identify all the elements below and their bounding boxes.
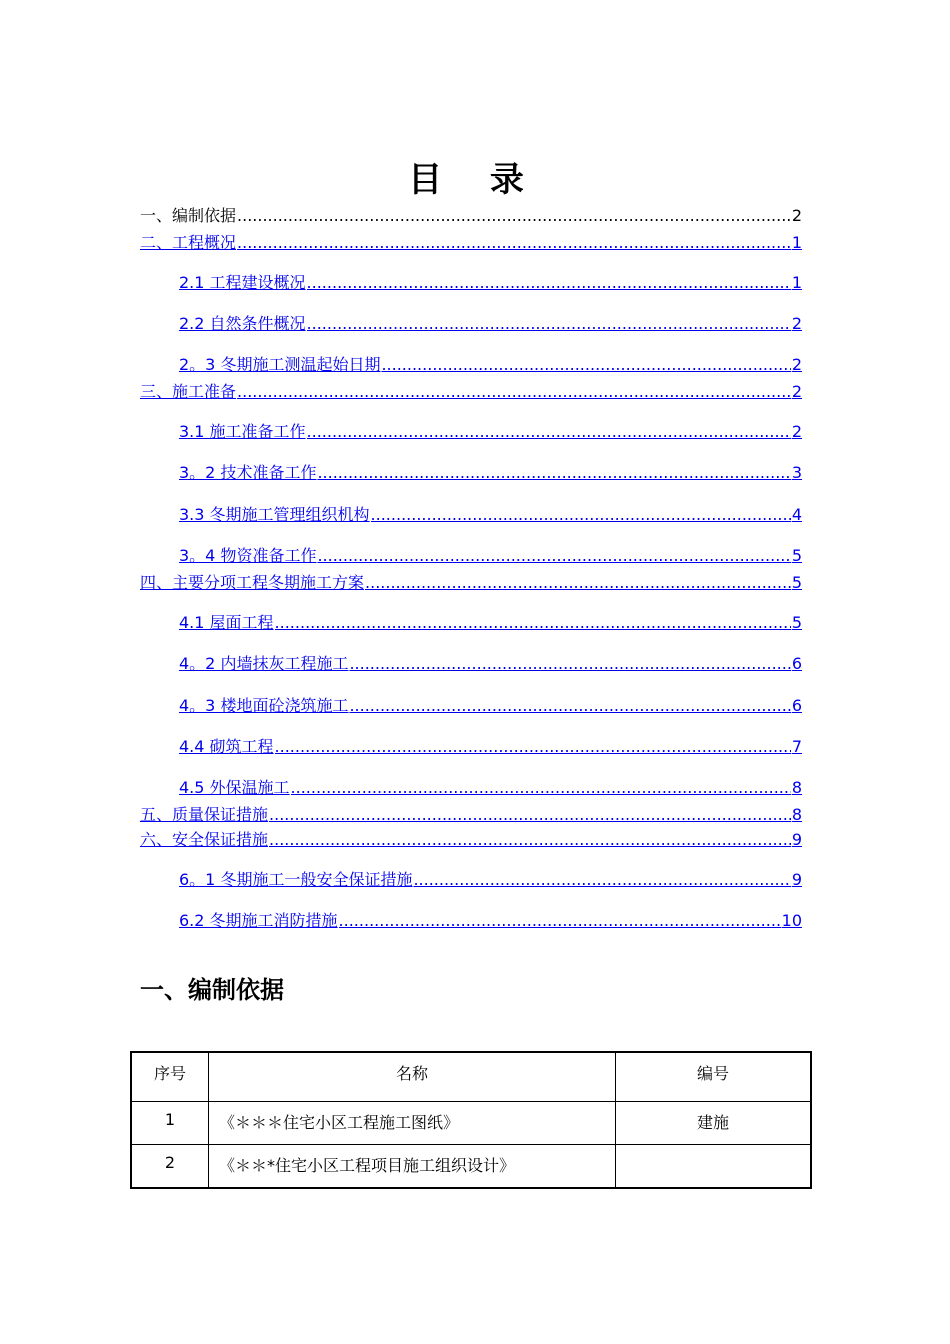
toc-page-number: 1 [791, 273, 802, 292]
toc-entry-3-1[interactable] [179, 422, 802, 442]
toc-entry-label: 六、安全保证措施 [140, 830, 269, 849]
cell-index: 2 [131, 1145, 209, 1189]
toc-page-number: 2 [791, 422, 802, 441]
toc-leader-dots [307, 422, 791, 442]
toc-entry-label: 3。4 物资准备工作 [179, 546, 317, 565]
toc-page-number: 5 [791, 613, 802, 632]
toc-title: 目 录 [408, 160, 542, 200]
toc-leader-dots [317, 463, 790, 483]
cell-name: 《＊＊*住宅小区工程项目施工组织设计》 [209, 1145, 616, 1189]
toc-entry-2-1[interactable] [179, 273, 802, 293]
toc-entry-project-overview[interactable] [140, 233, 802, 253]
toc-entry-label: 4。2 内墙抹灰工程施工 [179, 654, 349, 673]
toc-page-number: 7 [791, 737, 802, 756]
toc-leader-dots [307, 314, 791, 334]
toc-leader-dots [371, 505, 791, 525]
toc-entry-quality-assurance[interactable] [140, 805, 802, 825]
toc-entry-label: 2.2 自然条件概况 [179, 314, 306, 333]
table-header-row [131, 1052, 811, 1102]
toc-page-number: 4 [791, 505, 802, 524]
toc-entry-label: 2。3 冬期施工测温起始日期 [179, 355, 381, 374]
toc-page-number: 3 [791, 463, 802, 482]
section-heading: 一、编制依据 [140, 976, 284, 1004]
toc-entry-label: 3。2 技术准备工作 [179, 463, 317, 482]
basis-table [130, 1051, 812, 1189]
toc-page-number: 2 [791, 382, 802, 401]
toc-entry-4-3[interactable] [179, 696, 802, 716]
toc-page-number: 2 [791, 355, 802, 374]
toc-entry-label: 二、工程概况 [140, 233, 237, 252]
toc-entry-label: 4.1 屋面工程 [179, 613, 274, 632]
toc-leader-dots [413, 870, 790, 890]
toc-entry-4-2[interactable] [179, 654, 802, 674]
toc-entry-6-1[interactable] [179, 870, 802, 890]
toc-entry-safety-assurance[interactable] [140, 830, 802, 850]
toc-page-number: 10 [781, 911, 802, 930]
toc-entry-6-2[interactable] [179, 911, 802, 931]
toc-leader-dots [269, 805, 791, 825]
toc-entry-2-2[interactable] [179, 314, 802, 334]
toc-leader-dots [237, 382, 791, 402]
toc-entry-3-3[interactable] [179, 505, 802, 525]
toc-entry-3-2[interactable] [179, 463, 802, 483]
toc-entry-label: 4。3 楼地面砼浇筑施工 [179, 696, 349, 715]
toc-leader-dots [381, 355, 790, 375]
toc-leader-dots [275, 613, 791, 633]
toc-leader-dots [317, 546, 790, 566]
header-cell-name: 名称 [209, 1052, 616, 1102]
toc-entry-winter-construction-plan[interactable] [140, 573, 802, 593]
toc-leader-dots [349, 654, 790, 674]
toc-page-number: 8 [791, 778, 802, 797]
toc-page-number: 8 [791, 805, 802, 824]
toc-leader-dots [269, 830, 791, 850]
toc-page-number: 9 [791, 870, 802, 889]
toc-entry-label: 五、质量保证措施 [140, 805, 269, 824]
toc-page-number: 6 [791, 696, 802, 715]
toc-page-number: 9 [791, 830, 802, 849]
toc-page-number: 2 [791, 314, 802, 333]
toc-entry-label: 三、施工准备 [140, 382, 237, 401]
table-row [131, 1145, 811, 1189]
cell-code: 建施 [616, 1102, 812, 1145]
toc-entry-construction-prep[interactable] [140, 382, 802, 402]
toc-entry-compile-basis[interactable] [140, 206, 802, 226]
header-cell-index: 序号 [131, 1052, 209, 1102]
toc-entry-label: 一、编制依据 [140, 206, 237, 225]
toc-leader-dots [275, 737, 791, 757]
toc-page-number: 5 [791, 546, 802, 565]
toc-entry-label: 四、主要分项工程冬期施工方案 [140, 573, 365, 592]
toc-entry-label: 3.3 冬期施工管理组织机构 [179, 505, 370, 524]
toc-page-number: 1 [791, 233, 802, 252]
toc-entry-label: 2.1 工程建设概况 [179, 273, 306, 292]
toc-leader-dots [237, 206, 791, 226]
toc-leader-dots [237, 233, 791, 253]
cell-code [616, 1145, 812, 1189]
header-cell-code: 编号 [616, 1052, 812, 1102]
toc-leader-dots [349, 696, 790, 716]
toc-entry-4-4[interactable] [179, 737, 802, 757]
toc-leader-dots [291, 778, 791, 798]
toc-leader-dots [365, 573, 791, 593]
toc-entry-4-1[interactable] [179, 613, 802, 633]
toc-entry-label: 4.5 外保温施工 [179, 778, 290, 797]
toc-entry-2-3[interactable] [179, 355, 802, 375]
toc-page-number: 6 [791, 654, 802, 673]
toc-entry-label: 4.4 砌筑工程 [179, 737, 274, 756]
toc-leader-dots [339, 911, 781, 931]
table-row [131, 1102, 811, 1145]
toc-entry-4-5[interactable] [179, 778, 802, 798]
cell-index: 1 [131, 1102, 209, 1145]
toc-entry-label: 6.2 冬期施工消防措施 [179, 911, 338, 930]
toc-leader-dots [307, 273, 791, 293]
toc-entry-label: 6。1 冬期施工一般安全保证措施 [179, 870, 413, 889]
toc-page-number: 2 [791, 206, 802, 225]
toc-entry-3-4[interactable] [179, 546, 802, 566]
toc-entry-label: 3.1 施工准备工作 [179, 422, 306, 441]
toc-page-number: 5 [791, 573, 802, 592]
cell-name: 《＊＊＊住宅小区工程施工图纸》 [209, 1102, 616, 1145]
